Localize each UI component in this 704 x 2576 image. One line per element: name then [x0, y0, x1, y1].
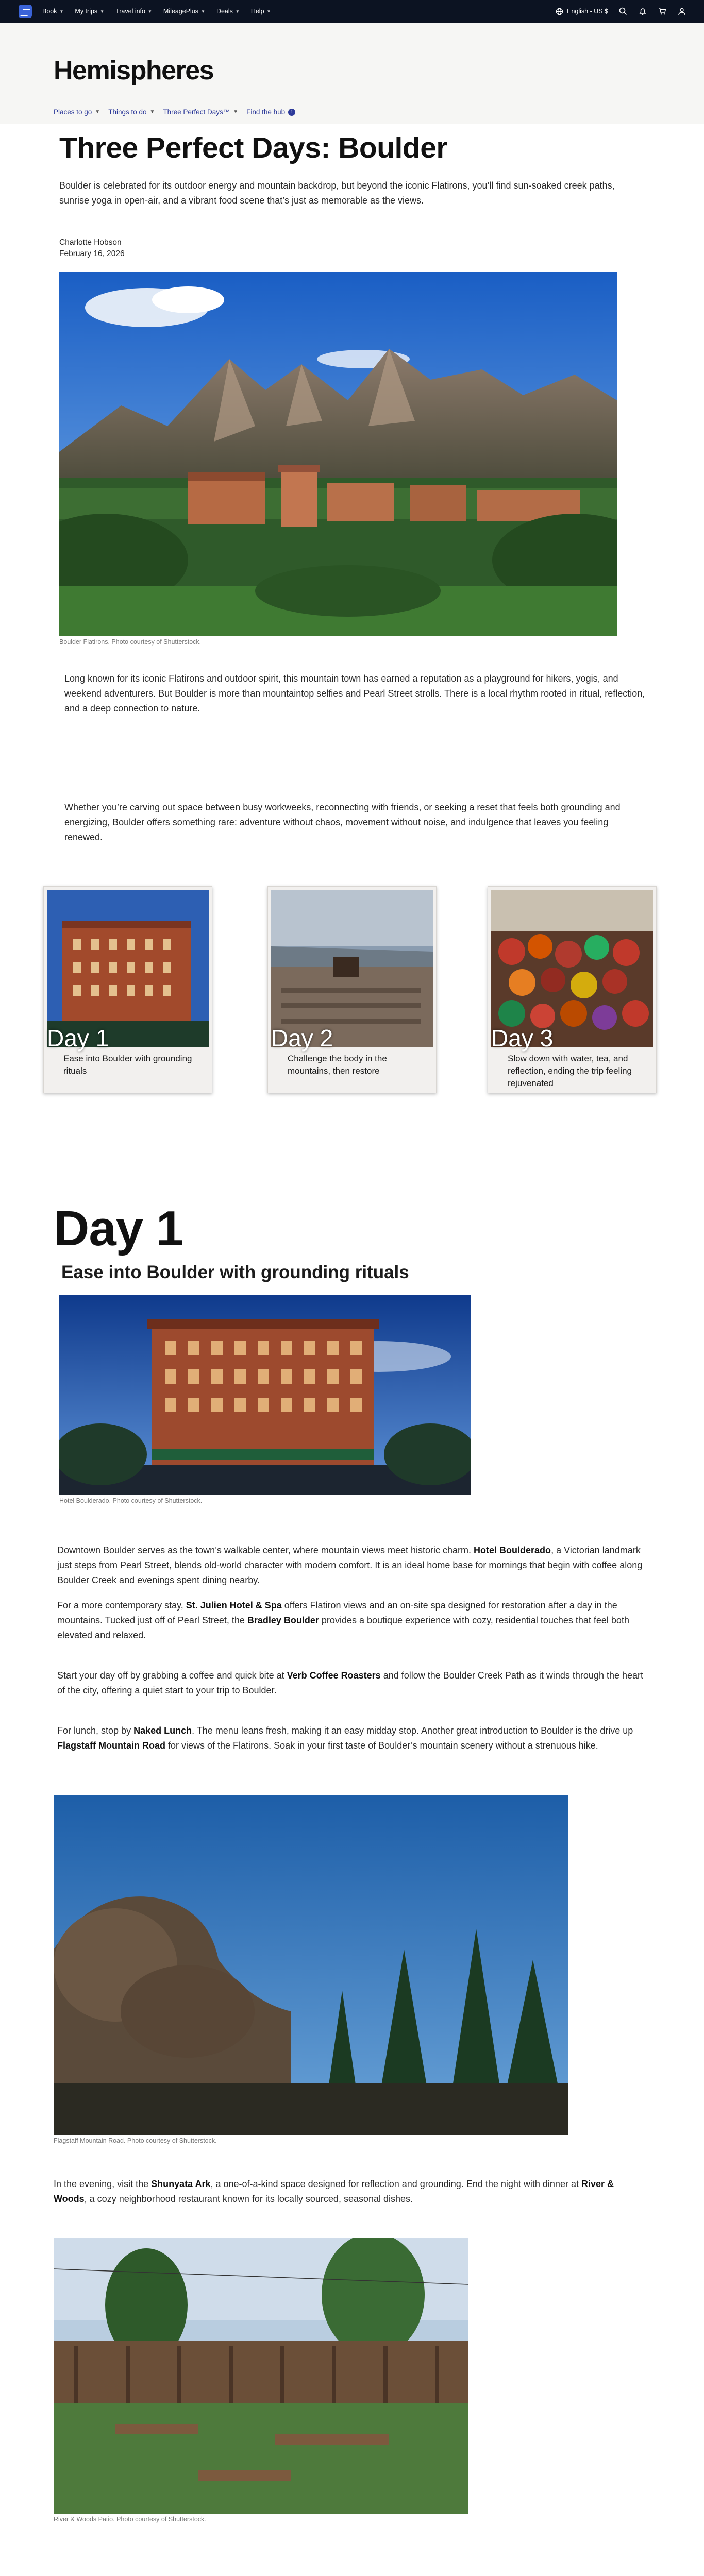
globe-icon — [555, 7, 564, 16]
nav-label: Book — [42, 8, 57, 15]
section-link-label: Three Perfect Days™ — [163, 108, 230, 116]
venue-name: Shunyata Ark — [151, 2179, 211, 2189]
day-card-3[interactable] — [488, 886, 657, 1093]
day1-paragraph-3 — [57, 1668, 644, 1698]
cart-icon[interactable] — [658, 7, 667, 16]
hemispheres-logo[interactable]: Hemispheres — [54, 56, 214, 86]
flagstaff-road-image — [54, 1795, 568, 2135]
nav-travel-info[interactable] — [115, 8, 152, 15]
venue-name: Hotel Boulderado — [474, 1545, 551, 1555]
lede-paragraph-1: Long known for its iconic Flatirons and outdoor spirit, this mountain town has earned a reputation as a playground for hikers, yogis, and weekend adventurers. But Boulder is more than mountaintop selfies and Pearl Street strolls. There is a local rhythm rooted in ritual, reflection, and a deep connection to nature. — [64, 673, 645, 714]
nav-deals[interactable] — [216, 8, 240, 15]
text: In the evening, visit the — [54, 2179, 152, 2189]
section-link-label: Things to do — [108, 108, 147, 116]
top-utility-bar — [0, 0, 704, 23]
nav-label: MileagePlus — [163, 8, 199, 15]
text: and follow the Boulder Creek Path as it winds through the heart of the city, offering a quiet start to your trip to Boulder. — [57, 1670, 644, 1696]
river-caption: River & Woods Patio. Photo courtesy of Shutterstock. — [54, 2516, 206, 2523]
day1-heading: Day 1 — [54, 1201, 183, 1256]
section-link-three-perfect-days[interactable] — [163, 108, 238, 116]
section-link-find-hub[interactable] — [246, 108, 295, 116]
nav-mileageplus[interactable] — [163, 8, 205, 15]
venue-name: Naked Lunch — [133, 1725, 192, 1736]
venue-name: Verb Coffee Roasters — [287, 1670, 381, 1681]
flagstaff-caption: Flagstaff Mountain Road. Photo courtesy of Shutterstock. — [54, 2137, 217, 2144]
river-woods-patio-image — [54, 2238, 468, 2514]
day-card-text: Ease into Boulder with grounding rituals — [63, 1054, 192, 1076]
day-card-label: Day 3 — [491, 1025, 554, 1052]
chevron-down-icon: ▼ — [235, 9, 240, 14]
chevron-down-icon: ▼ — [201, 9, 205, 14]
text: , a Victorian landmark just steps from Pearl Street, blends old-world character with modern comfort. It is an ideal home base for mornings that begin with coffee along Boulder Creek and evenings spent dining nearby. — [57, 1545, 643, 1585]
day-card-2[interactable] — [267, 886, 437, 1093]
section-link-label: Find the hub — [246, 108, 286, 116]
chevron-down-icon: ▼ — [149, 109, 155, 115]
day-card-label: Day 2 — [271, 1025, 333, 1052]
text: For a more contemporary stay, — [57, 1600, 186, 1611]
airline-logo-icon[interactable] — [19, 5, 32, 18]
language-selector[interactable] — [555, 7, 608, 16]
venue-name: River & Woods — [54, 2179, 614, 2204]
nav-label: Travel info — [115, 8, 145, 15]
day-card-text: Challenge the body in the mountains, then restore — [288, 1054, 387, 1076]
day1-subheading: Ease into Boulder with grounding rituals — [61, 1262, 409, 1282]
venue-name: Flagstaff Mountain Road — [57, 1740, 165, 1751]
lede-paragraph-2: Whether you’re carving out space between busy workweeks, reconnecting with friends, or seeking a reset that feels both grounding and energizing, Boulder offers something rare: adventure without chaos, movement without noise, and indulgence that leaves you feeling renewed. — [64, 802, 621, 842]
section-link-things[interactable] — [108, 108, 155, 116]
nav-label: Help — [250, 8, 264, 15]
chevron-down-icon: ▼ — [266, 9, 271, 14]
author-name: Charlotte Hobson — [59, 238, 122, 247]
text: offers Flatiron views and an on-site spa designed for restoration after a day in the mountains. Tucked just off of Pearl Street, the — [57, 1600, 617, 1625]
nav-label: My trips — [75, 8, 98, 15]
day-card-label: Day 1 — [47, 1025, 109, 1052]
day1-paragraph-1 — [57, 1543, 644, 1588]
bell-icon[interactable] — [638, 7, 647, 16]
text: provides a boutique experience with cozy, residential touches that feel both elevated and relaxed. — [57, 1615, 629, 1640]
day-card-text: Slow down with water, tea, and reflection, ending the trip feeling rejuvenated — [508, 1054, 632, 1088]
article-intro: Boulder is celebrated for its outdoor energy and mountain backdrop, but beyond the iconic Flatirons, you’ll find sun-soaked creek paths, sunrise yoga in open-air, and a vibrant food scene that’s just as memorable as the views. — [59, 180, 615, 206]
publish-date: February 16, 2026 — [59, 249, 125, 258]
text: For lunch, stop by — [57, 1725, 134, 1736]
hotel-boulderado-image — [59, 1295, 471, 1495]
article-title: Three Perfect Days: Boulder — [59, 131, 448, 164]
text: Start your day off by grabbing a coffee and quick bite at — [57, 1670, 287, 1681]
text: Downtown Boulder serves as the town’s walkable center, where mountain views meet historic charm. — [57, 1545, 474, 1555]
nav-book[interactable] — [42, 8, 63, 15]
user-icon[interactable] — [677, 7, 686, 16]
day1-paragraph-4 — [57, 1723, 644, 1753]
top-nav — [42, 8, 282, 15]
venue-name: Bradley Boulder — [247, 1615, 319, 1625]
hotel-caption: Hotel Boulderado. Photo courtesy of Shutterstock. — [59, 1497, 203, 1504]
text: . The menu leans fresh, making it an easy midday stop. Another great introduction to Boulder is the drive up — [192, 1725, 633, 1736]
hero-caption: Boulder Flatirons. Photo courtesy of Shutterstock. — [59, 638, 202, 646]
language-label: English - US $ — [567, 8, 608, 15]
chevron-down-icon: ▼ — [148, 9, 152, 14]
nav-my-trips[interactable] — [75, 8, 104, 15]
section-nav — [54, 108, 295, 116]
chevron-down-icon: ▼ — [233, 109, 239, 115]
byline — [59, 237, 125, 260]
section-link-places[interactable] — [54, 108, 100, 116]
day1-paragraph-2 — [57, 1598, 644, 1643]
day-card-1[interactable] — [43, 886, 212, 1093]
nav-help[interactable] — [251, 8, 271, 15]
section-link-label: Places to go — [54, 108, 92, 116]
text: for views of the Flatirons. Soak in your first taste of Boulder’s mountain scenery without a strenuous hike. — [165, 1740, 598, 1751]
search-icon[interactable] — [618, 7, 628, 16]
chevron-down-icon: ▼ — [59, 9, 64, 14]
count-badge: 1 — [288, 109, 295, 116]
chevron-down-icon: ▼ — [100, 9, 105, 14]
hero-image-flatirons — [59, 272, 617, 636]
text: , a cozy neighborhood restaurant known for its locally sourced, seasonal dishes. — [84, 2194, 413, 2204]
chevron-down-icon: ▼ — [95, 109, 100, 115]
nav-label: Deals — [216, 8, 233, 15]
text: , a one-of-a-kind space designed for reflection and grounding. End the night with dinner at — [210, 2179, 581, 2189]
day1-paragraph-5 — [54, 2177, 629, 2207]
top-utility-actions — [555, 7, 686, 16]
venue-name: St. Julien Hotel & Spa — [186, 1600, 282, 1611]
